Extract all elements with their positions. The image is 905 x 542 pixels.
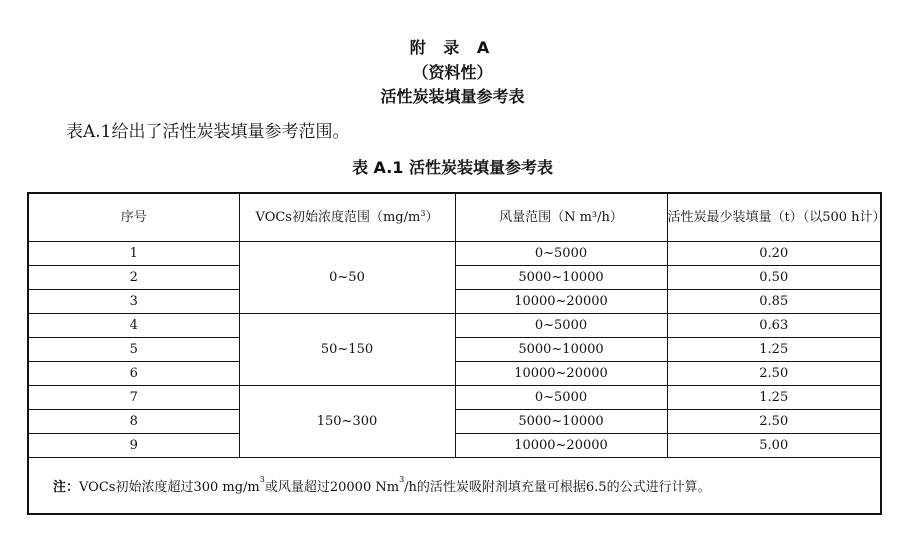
row-index: 4: [28, 314, 239, 338]
header-fill: 活性炭最少装填量（t）（以500 h计）: [667, 193, 881, 242]
row-fill: 0.63: [667, 314, 881, 338]
row-index: 2: [28, 266, 239, 290]
table-row: [28, 362, 881, 386]
row-airflow: 0~5000: [455, 314, 667, 338]
header-concentration-label: VOCs初始浓度范围（mg/m: [255, 209, 421, 225]
table-note: [28, 458, 881, 515]
row-fill: 0.85: [667, 290, 881, 314]
row-index: 3: [28, 290, 239, 314]
row-airflow: 5000~10000: [455, 338, 667, 362]
header-concentration: [239, 193, 455, 242]
concentration-group: 0~50: [239, 242, 455, 314]
header-airflow: 风量范围（N m³/h）: [455, 193, 667, 242]
table-row: [28, 266, 881, 290]
row-fill: 1.25: [667, 338, 881, 362]
appendix-heading: 活性炭装填量参考表: [380, 87, 525, 106]
row-airflow: 0~5000: [455, 242, 667, 266]
table-row: [28, 386, 881, 410]
row-index: 1: [28, 242, 239, 266]
header-concentration-exponent: 3: [420, 208, 426, 218]
table-title: 表 A.1 活性炭装填量参考表: [351, 158, 554, 177]
row-airflow: 10000~20000: [455, 290, 667, 314]
row-index: 5: [28, 338, 239, 362]
row-fill: 0.20: [667, 242, 881, 266]
table-row: [28, 338, 881, 362]
row-fill: 2.50: [667, 362, 881, 386]
table-note-row: [28, 458, 881, 515]
row-airflow: 5000~10000: [455, 266, 667, 290]
row-fill: 5.00: [667, 434, 881, 458]
table-row: [28, 314, 881, 338]
row-fill: 1.25: [667, 386, 881, 410]
appendix-title: 附 录 A: [409, 38, 496, 57]
row-fill: 0.50: [667, 266, 881, 290]
row-index: 7: [28, 386, 239, 410]
row-airflow: 10000~20000: [455, 362, 667, 386]
table-row: [28, 242, 881, 266]
row-airflow: 5000~10000: [455, 410, 667, 434]
note-exponent: 3: [259, 475, 265, 484]
appendix-subtitle: （资料性）: [412, 63, 493, 82]
header-index: 序号: [28, 193, 239, 242]
header-concentration-close: ）: [425, 209, 439, 225]
row-fill: 2.50: [667, 410, 881, 434]
reference-table: [27, 192, 886, 515]
note-text-part: 或风量超过20000 Nm: [264, 480, 400, 495]
row-index: 8: [28, 410, 239, 434]
note-exponent: 3: [399, 475, 405, 484]
note-label: 注：: [53, 480, 80, 495]
row-airflow: 10000~20000: [455, 434, 667, 458]
note-text-part: /h的活性炭吸附剂填充量可根据6.5的公式进行计算。: [404, 480, 711, 495]
table-row: [28, 434, 881, 458]
table-row: [28, 410, 881, 434]
row-airflow: 0~5000: [455, 386, 667, 410]
row-index: 6: [28, 362, 239, 386]
concentration-group: 150~300: [239, 386, 455, 458]
row-index: 9: [28, 434, 239, 458]
concentration-group: 50~150: [239, 314, 455, 386]
intro-text: 表A.1给出了活性炭装填量参考范围。: [66, 122, 350, 142]
note-text-part: VOCs初始浓度超过300 mg/m: [79, 480, 260, 495]
table-header-row: [28, 193, 881, 242]
table-row: [28, 290, 881, 314]
